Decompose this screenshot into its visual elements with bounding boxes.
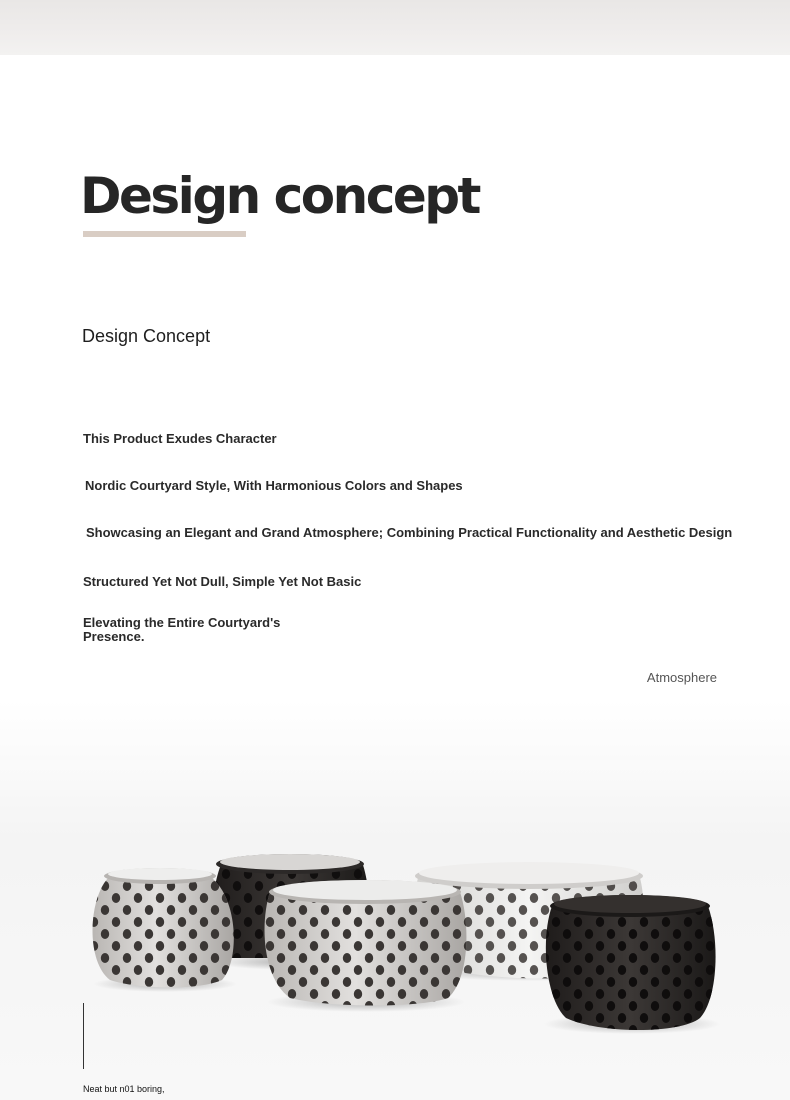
concept-line-courtyard-presence: Elevating the Entire Courtyard's Presence. [83,615,281,644]
concept-line-structured: Structured Yet Not Dull, Simple Yet Not Basic [83,574,362,589]
atmosphere-caption: Atmosphere [646,670,717,685]
section-subheading: Design Concept [82,326,211,346]
page-heading: Design concept [80,167,479,225]
concept-line-elegant-atmosphere: Showcasing an Elegant and Grand Atmosphere; Combining Practical Functionality and Aesthetic Design [86,525,733,540]
grey-stool-center [258,880,474,1010]
heading-underline [83,231,246,237]
product-photo-woven-stools [0,700,790,1100]
top-banner-strip [0,0,790,55]
vertical-divider-line [83,1003,84,1069]
dark-stool-front [540,895,724,1036]
concept-line-character: This Product Exudes Character [83,431,277,446]
footnote-tagline: Neat but n01 boring, [83,1084,165,1094]
concept-line-nordic-style: Nordic Courtyard Style, With Harmonious Colors and Shapes [85,478,463,493]
